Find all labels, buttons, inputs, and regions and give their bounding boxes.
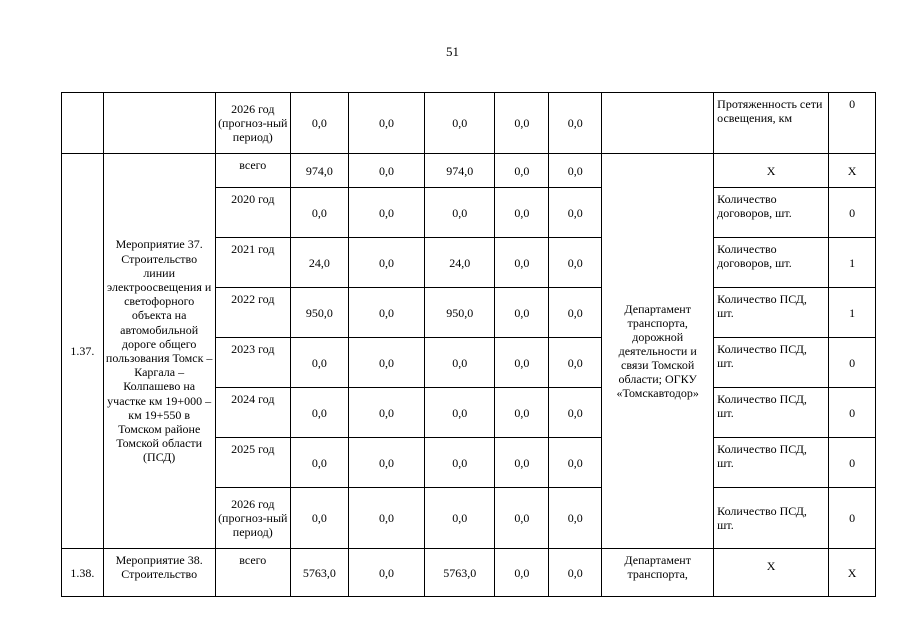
- cell-period: 2025 год: [215, 438, 290, 488]
- cell-value: 0,0: [348, 238, 424, 288]
- event-number: 1.37.: [62, 154, 104, 549]
- cell-value: 0,0: [425, 188, 495, 238]
- cell-indicator: Количество ПСД, шт.: [714, 338, 829, 388]
- cell-period: всего: [215, 154, 290, 188]
- program-table: [61, 92, 876, 597]
- cell-indicator: Количество договоров, шт.: [714, 238, 829, 288]
- cell-period: 2026 год (прогноз-ный период): [215, 93, 290, 154]
- cell-period: 2020 год: [215, 188, 290, 238]
- event-executor: Департамент транспорта, дорожной деятельности и связи Томской области; ОГКУ «Томскавтодор»: [602, 154, 714, 549]
- cell-indicator: Протяженность сети освещения, км: [714, 93, 829, 154]
- cell-result: 0: [829, 488, 876, 549]
- cell-value: 0,0: [549, 288, 602, 338]
- cell-value: 0,0: [495, 549, 549, 597]
- cell-value: 0,0: [290, 188, 348, 238]
- event-executor: Департамент транспорта,: [602, 549, 714, 597]
- cell-value: 0,0: [425, 338, 495, 388]
- cell-value: 0,0: [425, 93, 495, 154]
- cell-value: 0,0: [348, 93, 424, 154]
- cell-indicator: Количество ПСД, шт.: [714, 288, 829, 338]
- cell-indicator: Количество ПСД, шт.: [714, 488, 829, 549]
- cell-period: 2024 год: [215, 388, 290, 438]
- cell-value: 0,0: [348, 488, 424, 549]
- cell-value: 0,0: [290, 93, 348, 154]
- cell-value: 0,0: [495, 238, 549, 288]
- cell-result: 0: [829, 93, 876, 154]
- cell-result: 1: [829, 288, 876, 338]
- cell-result: 1: [829, 238, 876, 288]
- cell-value: 950,0: [290, 288, 348, 338]
- cell-value: 0,0: [290, 338, 348, 388]
- table-row: [62, 93, 876, 154]
- cell-indicator: Количество ПСД, шт.: [714, 388, 829, 438]
- cell-result: Х: [829, 154, 876, 188]
- cell-value: 0,0: [348, 288, 424, 338]
- cell-value: 0,0: [495, 438, 549, 488]
- cell-value: 0,0: [549, 93, 602, 154]
- cell-value: 0,0: [495, 93, 549, 154]
- cell-value: 0,0: [425, 388, 495, 438]
- cell-value: 0,0: [495, 388, 549, 438]
- cell-value: 0,0: [495, 288, 549, 338]
- cell-number: [62, 93, 104, 154]
- cell-indicator: Количество договоров, шт.: [714, 188, 829, 238]
- cell-value: 24,0: [290, 238, 348, 288]
- cell-value: 0,0: [495, 338, 549, 388]
- cell-value: 974,0: [425, 154, 495, 188]
- table-row: [62, 154, 876, 188]
- cell-value: 0,0: [549, 549, 602, 597]
- cell-value: 0,0: [290, 438, 348, 488]
- cell-period: 2026 год (прогноз-ный период): [215, 488, 290, 549]
- cell-value: 0,0: [549, 388, 602, 438]
- cell-result: 0: [829, 338, 876, 388]
- cell-value: 0,0: [495, 154, 549, 188]
- cell-value: 0,0: [290, 388, 348, 438]
- event-name: Мероприятие 38. Строительство: [103, 549, 215, 597]
- page-number: 51: [446, 44, 459, 59]
- event-name: Мероприятие 37. Строительство линии электроосвещения и светофорного объекта на автомобильной дороге общего пользования Томск – Каргала – Колпашево на участке км 19+000 – км 19+550 в Томском районе Томской области (ПСД): [103, 154, 215, 549]
- cell-value: 0,0: [348, 388, 424, 438]
- cell-period: 2021 год: [215, 238, 290, 288]
- cell-value: 0,0: [348, 338, 424, 388]
- cell-indicator: Количество ПСД, шт.: [714, 438, 829, 488]
- cell-value: 0,0: [495, 188, 549, 238]
- cell-name: [103, 93, 215, 154]
- cell-executor: [602, 93, 714, 154]
- cell-value: 950,0: [425, 288, 495, 338]
- cell-value: 0,0: [549, 188, 602, 238]
- cell-value: 0,0: [348, 188, 424, 238]
- table-row: [62, 549, 876, 597]
- cell-value: 0,0: [425, 488, 495, 549]
- cell-value: 0,0: [348, 549, 424, 597]
- cell-indicator: Х: [714, 549, 829, 597]
- cell-value: 0,0: [549, 488, 602, 549]
- cell-indicator: Х: [714, 154, 829, 188]
- cell-result: 0: [829, 388, 876, 438]
- cell-value: 0,0: [348, 154, 424, 188]
- cell-value: 0,0: [495, 488, 549, 549]
- cell-result: 0: [829, 188, 876, 238]
- cell-result: Х: [829, 549, 876, 597]
- cell-value: 24,0: [425, 238, 495, 288]
- cell-value: 0,0: [549, 438, 602, 488]
- cell-value: 0,0: [348, 438, 424, 488]
- cell-value: 974,0: [290, 154, 348, 188]
- cell-value: 0,0: [549, 238, 602, 288]
- cell-value: 0,0: [290, 488, 348, 549]
- cell-value: 0,0: [549, 338, 602, 388]
- cell-value: 0,0: [425, 438, 495, 488]
- cell-value: 5763,0: [425, 549, 495, 597]
- cell-value: 5763,0: [290, 549, 348, 597]
- cell-period: 2023 год: [215, 338, 290, 388]
- cell-period: всего: [215, 549, 290, 597]
- cell-period: 2022 год: [215, 288, 290, 338]
- cell-value: 0,0: [549, 154, 602, 188]
- event-number: 1.38.: [62, 549, 104, 597]
- cell-result: 0: [829, 438, 876, 488]
